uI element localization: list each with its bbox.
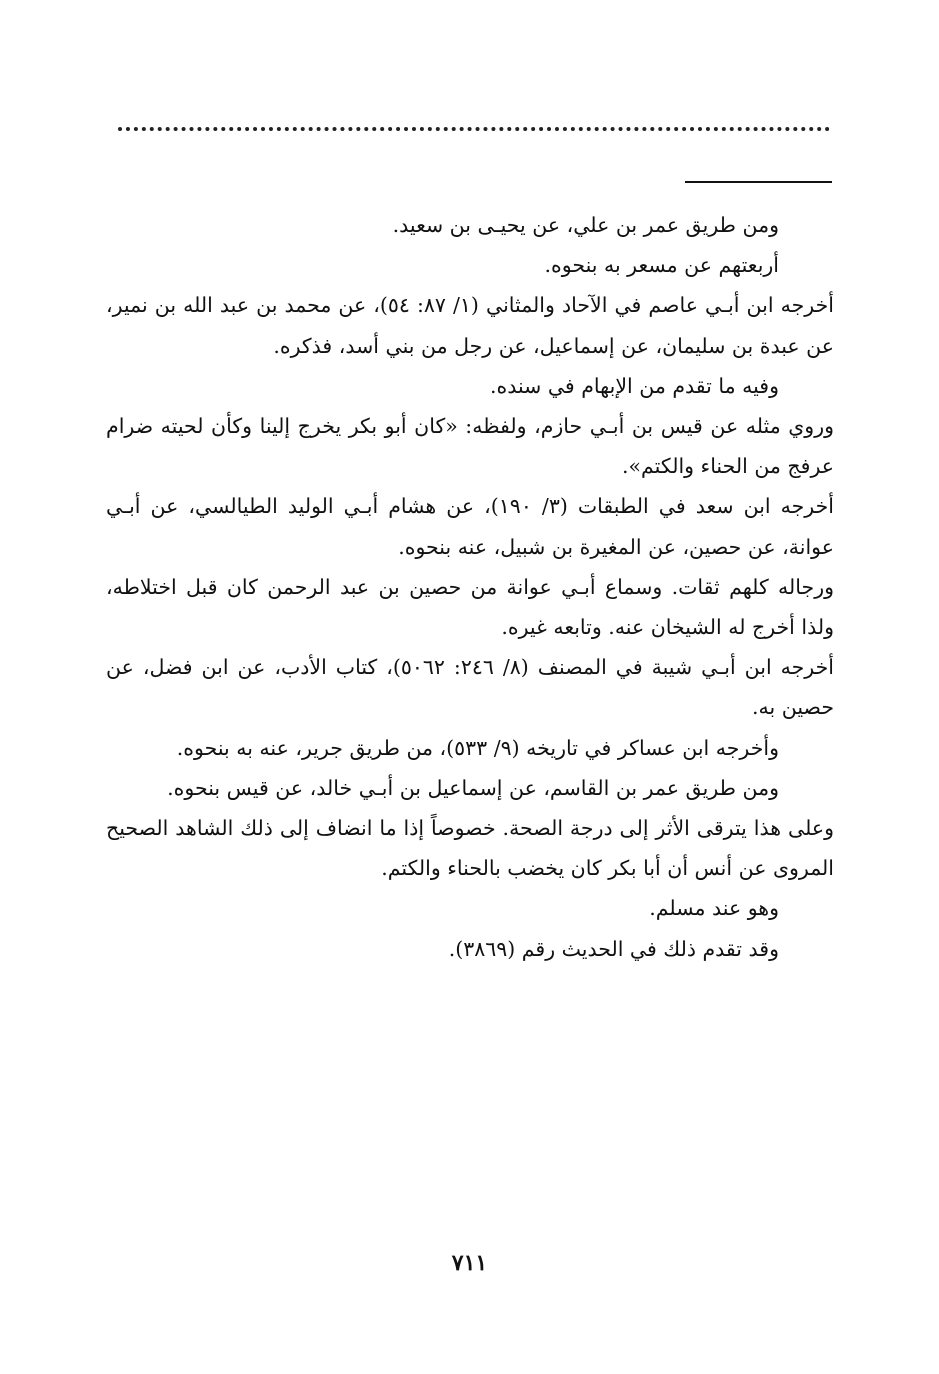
footnote-body (106, 205, 834, 969)
paragraph: وروي مثله عن قيس بن أبـي حازم، ولفظه: «كان أبو بكر يخرج إلينا وكأن لحيته ضرام عرفج من الحناء والكتم». (106, 414, 834, 479)
paragraph: ومن طريق عمر بن علي، عن يحيـى بن سعيد. (392, 213, 779, 237)
paragraph: أخرجه ابن سعد في الطبقات (٣/ ١٩٠)، عن هشام أبـي الوليد الطيالسي، عن أبـي عوانة، عن حصين، عن المغيرة بن شبيل، عنه بنحوه. (106, 494, 834, 559)
paragraph: وأخرجه ابن عساكر في تاريخه (٩/ ٥٣٣)، من طريق جرير، عنه به بنحوه. (176, 735, 779, 760)
paragraph: ورجاله كلهم ثقات. وسماع أبـي عوانة من حصين بن عبد الرحمن كان قبل اختلاطه، ولذا أخرج له الشيخان عنه. وتابعه غيره. (106, 574, 834, 640)
paragraph: ومن طريق عمر بن القاسم، عن إسماعيل بن أبـي خالد، عن قيس بنحوه. (167, 775, 779, 800)
paragraph: وعلى هذا يترقى الأثر إلى درجة الصحة. خصوصاً إذا ما انضاف إلى ذلك الشاهد الصحيح المروى عن أنس أن أبا بكر كان يخضب بالحناء والكتم. (106, 816, 834, 881)
footnote-rule (685, 181, 832, 183)
paragraph: وفيه ما تقدم من الإبهام في سنده. (489, 373, 779, 398)
dotted-separator (118, 127, 830, 141)
paragraph: وهو عند مسلم. (649, 896, 779, 921)
page-number: ٧١١ (451, 1250, 488, 1276)
paragraph: أخرجه ابن أبـي شيبة في المصنف (٨/ ٢٤٦: ٥٠٦٢)، كتاب الأدب، عن ابن فضل، عن حصين به. (106, 655, 834, 720)
paragraph: أربعتهم عن مسعر به بنحوه. (544, 253, 779, 278)
paragraph: أخرجه ابن أبـي عاصم في الآحاد والمثاني (١/ ٨٧: ٥٤)، عن محمد بن عبد الله بن نمير، عن عبدة بن سليمان، عن إسماعيل، عن رجل من بني أسد، فذكره. (106, 293, 834, 358)
paragraph: وقد تقدم ذلك في الحديث رقم (٣٨٦٩). (448, 936, 779, 961)
